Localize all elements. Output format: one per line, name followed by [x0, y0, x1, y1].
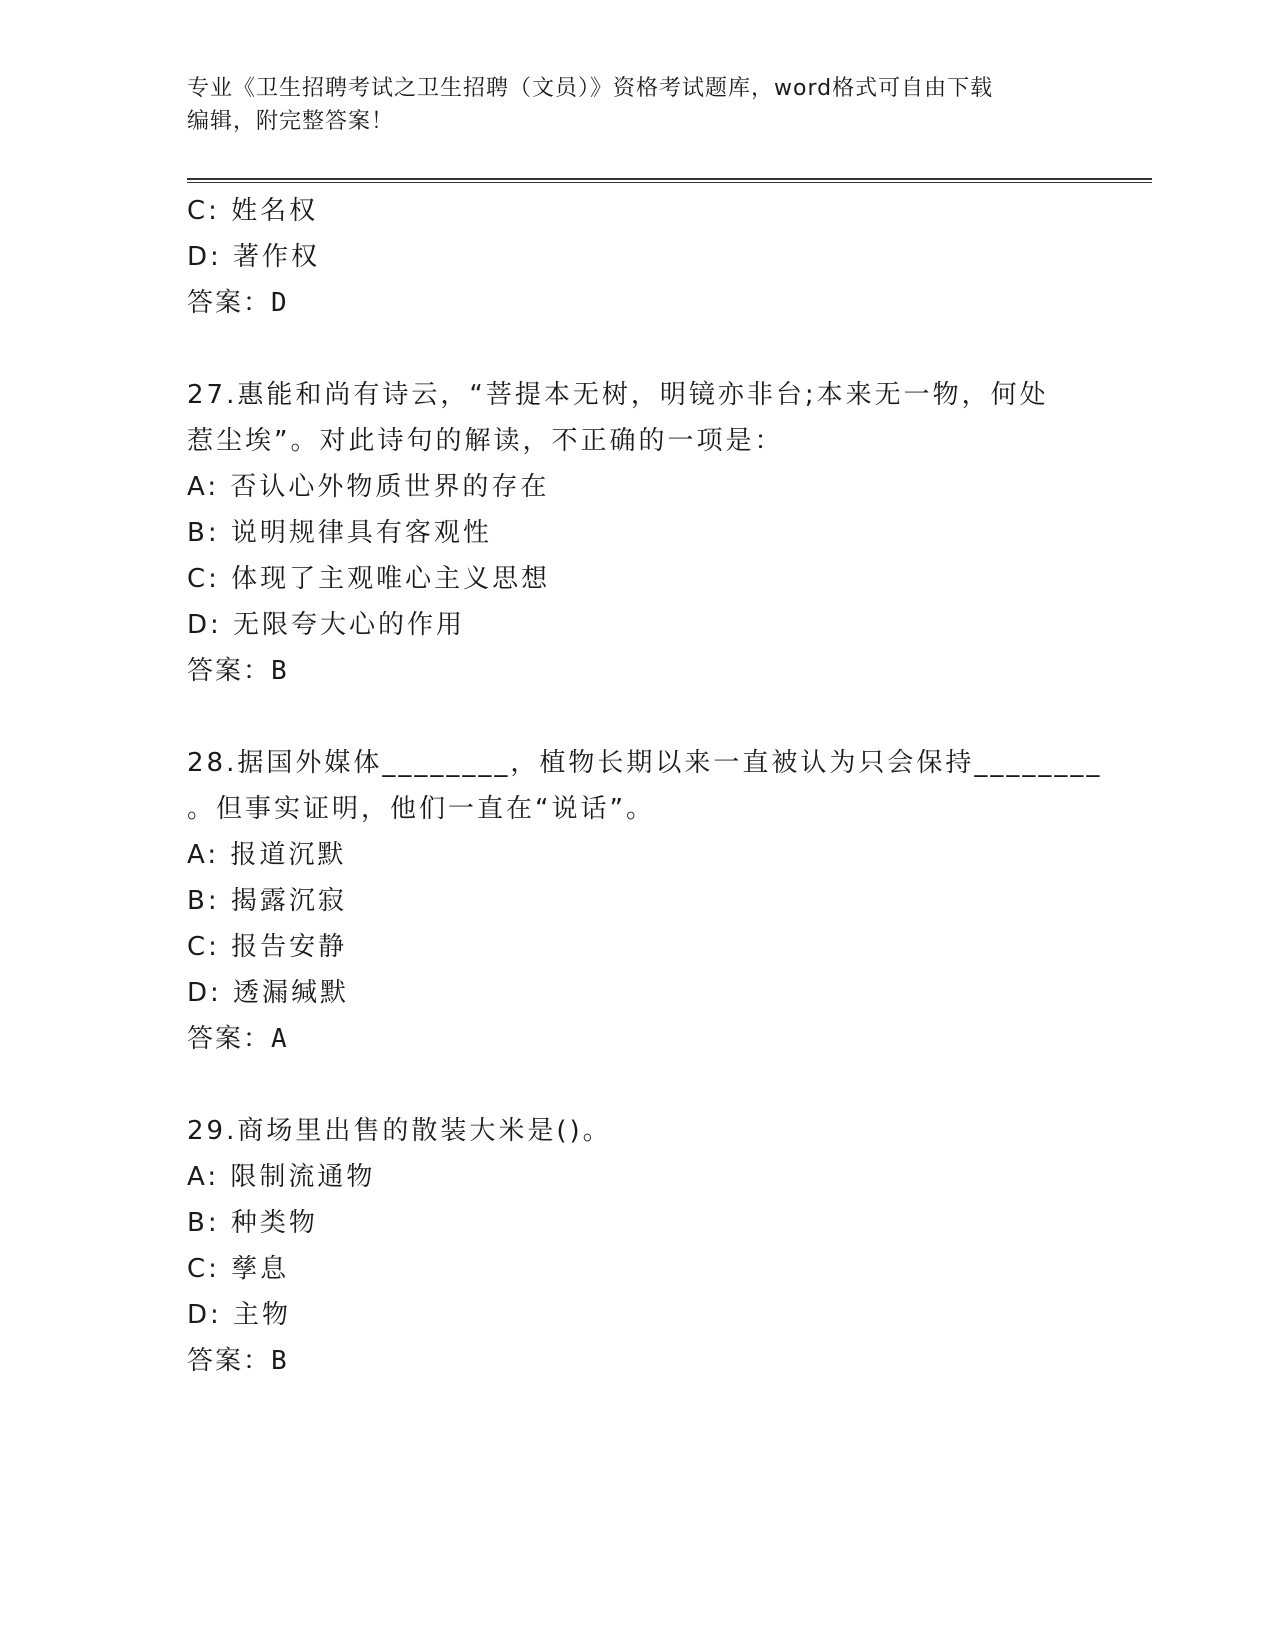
answer-value: A: [271, 1024, 288, 1054]
option-a: A: 报道沉默: [187, 840, 347, 870]
option-b: B: 说明规律具有客观性: [187, 518, 492, 548]
spacer: [187, 1062, 1087, 1108]
question-27: [187, 372, 1087, 694]
option-d: D: 著作权: [187, 242, 321, 272]
answer-line: [187, 648, 1087, 694]
answer-label: 答案：: [187, 1346, 272, 1376]
question-stem-continued: 。但事实证明，他们一直在“说话”。: [187, 794, 655, 824]
option-b: B: 揭露沉寂: [187, 886, 347, 916]
answer-line: [187, 280, 1087, 326]
option-c: C: 体现了主观唯心主义思想: [187, 564, 551, 594]
question-stem: 28.据国外媒体________，植物长期以来一直被认为只会保持________: [187, 748, 1103, 778]
option-b: B: 种类物: [187, 1208, 318, 1238]
question-26: [187, 188, 1087, 326]
answer-value: D: [271, 288, 288, 318]
option-d: D: 主物: [187, 1300, 292, 1330]
answer-line: [187, 1016, 1087, 1062]
question-list: [187, 188, 1103, 1384]
header-divider: [187, 178, 1152, 183]
option-c: C: 报告安静: [187, 932, 348, 962]
option-d: D: 透漏缄默: [187, 978, 350, 1008]
answer-value: B: [271, 656, 288, 686]
question-stem-continued: 惹尘埃”。对此诗句的解读，不正确的一项是：: [187, 426, 784, 456]
answer-label: 答案：: [187, 656, 272, 686]
question-28: [187, 740, 1103, 1062]
option-c: C: 孳息: [187, 1254, 290, 1284]
question-stem: 29.商场里出售的散装大米是()。: [187, 1116, 612, 1146]
question-stem: 27.惠能和尚有诗云，“菩提本无树，明镜亦非台;本来无一物，何处: [187, 380, 1049, 410]
option-a: A: 限制流通物: [187, 1162, 376, 1192]
spacer: [187, 694, 1087, 740]
answer-label: 答案：: [187, 1024, 272, 1054]
option-a: A: 否认心外物质世界的存在: [187, 472, 550, 502]
answer-value: B: [271, 1346, 288, 1376]
option-d: D: 无限夸大心的作用: [187, 610, 466, 640]
answer-label: 答案：: [187, 288, 272, 318]
option-c: C: 姓名权: [187, 196, 319, 226]
document-header: [187, 72, 1087, 138]
answer-line: [187, 1338, 1087, 1384]
header-line-2: 编辑，附完整答案！: [187, 109, 395, 134]
spacer: [187, 326, 1087, 372]
question-29: [187, 1108, 1087, 1384]
header-line-1: 专业《卫生招聘考试之卫生招聘（文员）》资格考试题库，word格式可自由下载: [187, 76, 994, 101]
